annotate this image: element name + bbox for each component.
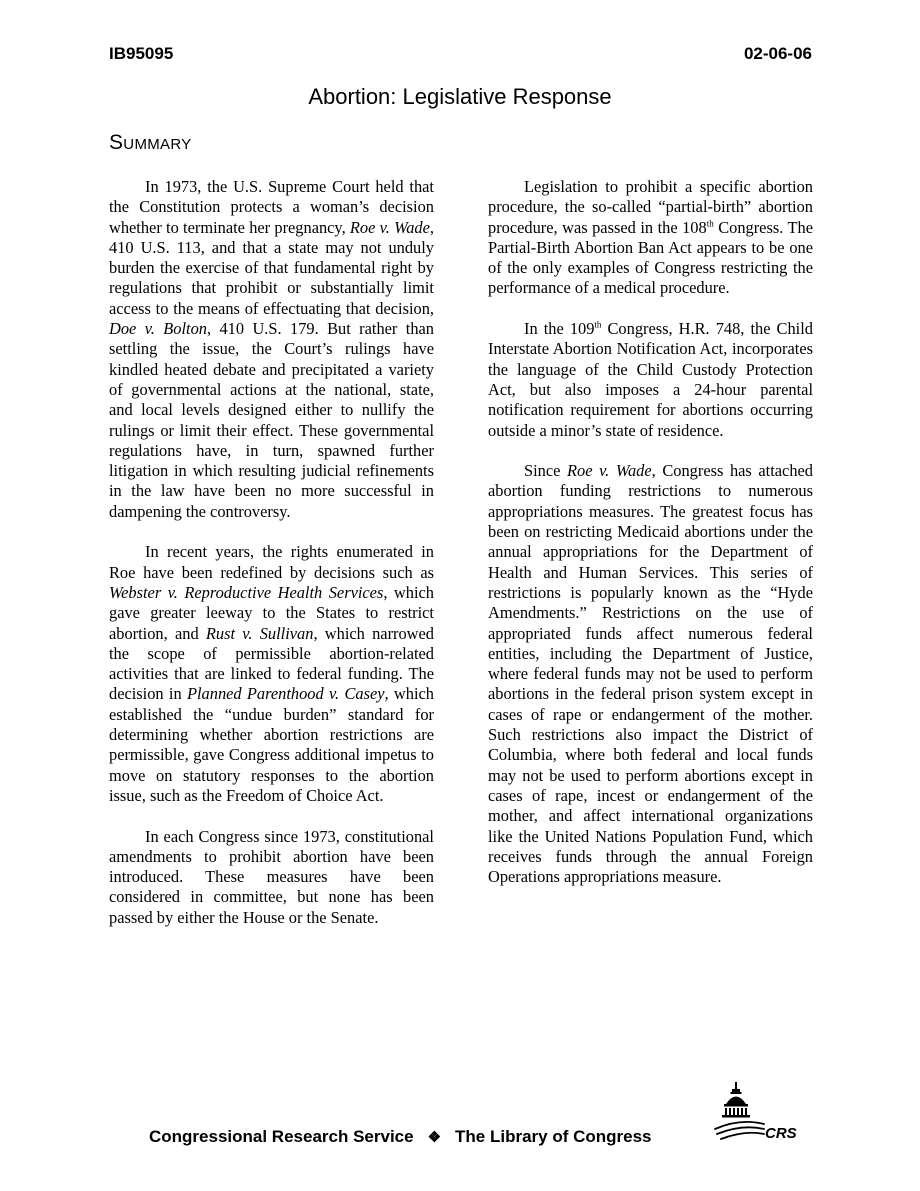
crs-capitol-logo bbox=[712, 1080, 812, 1150]
footer-library-name: The Library of Congress bbox=[455, 1127, 652, 1146]
paragraph: In 1973, the U.S. Supreme Court held that the Constitution protects a woman’s decision whether to terminate her pregnancy, Roe v. Wade, 410 U.S. 113, and that a state may not unduly burden the exercise of that fundamental right by regulations that prohibit or substantially limit access to the means of effectuating that decision, Doe v. Bolton, 410 U.S. 179. But rather than settling the issue, the Court’s rulings have kindled heated debate and precipitated a variety of governmental actions at the national, state, and local levels designed either to nullify the rulings or limit their effect. These governmental regulations have, in turn, spawned further litigation in which resulting judicial refinements in the law have been no more successful in dampening the controversy. bbox=[109, 177, 434, 521]
footer-crs-name: Congressional Research Service bbox=[149, 1127, 414, 1146]
left-column bbox=[109, 177, 434, 948]
report-id: IB95095 bbox=[109, 44, 174, 63]
paragraph: In the 109th Congress, H.R. 748, the Child Interstate Abortion Notification Act, incorporates the language of the Child Custody Protection Act, but also imposes a 24-hour parental notification requirement for abortions occurring outside a minor’s state of residence. bbox=[488, 319, 813, 440]
section-heading: Summary bbox=[109, 131, 192, 154]
report-date: 02-06-06 bbox=[743, 44, 812, 63]
paragraph: In each Congress since 1973, constitutional amendments to prohibit abortion have been introduced. These measures have been considered in committee, but none has been passed by either the House or the Senate. bbox=[109, 826, 434, 927]
page-title: Abortion: Legislative Response bbox=[308, 84, 612, 109]
paragraph: Since Roe v. Wade, Congress has attached abortion funding restrictions to numerous appropriations measures. The greatest focus has been on restricting Medicaid abortions under the annual appropriations for the Department of Health and Human Services. This series of restrictions is popularly known as the “Hyde Amendments.” Restrictions on the use of appropriated funds affect numerous federal entities, including the Department of Justice, where federal funds may not be used to perform abortions in the federal prison system except in cases of rape or endangerment of the mother. Such restrictions also impact the District of Columbia, where both federal and local funds may not be used to perform abortions except in cases of rape, incest or endangerment of the mother, and affect international organizations like the United Nations Population Fund, which receives funds through the annual Foreign Operations appropriations measure. bbox=[488, 461, 813, 887]
footer bbox=[149, 1127, 652, 1147]
paragraph: In recent years, the rights enumerated in Roe have been redefined by decisions such as Webster v. Reproductive Health Services, which gave greater leeway to the States to restrict abortion, and Rust v. Sullivan, which narrowed the scope of permissible abortion-related activities that are linked to federal funding. The decision in Planned Parenthood v. Casey, which established the “undue burden” standard for determining whether abortion restrictions are permissible, gave Congress additional impetus to move on statutory responses to the abortion issue, such as the Freedom of Choice Act. bbox=[109, 542, 434, 805]
right-column bbox=[488, 177, 813, 908]
diamond-separator-icon: ❖ bbox=[427, 1129, 442, 1146]
crs-logo-text: CRS bbox=[765, 1125, 797, 1142]
paragraph: Legislation to prohibit a specific abortion procedure, the so-called “partial-birth” abortion procedure, was passed in the 108th Congress. The Partial-Birth Abortion Ban Act appears to be one of the only examples of Congress restricting the performance of a medical procedure. bbox=[488, 177, 813, 298]
